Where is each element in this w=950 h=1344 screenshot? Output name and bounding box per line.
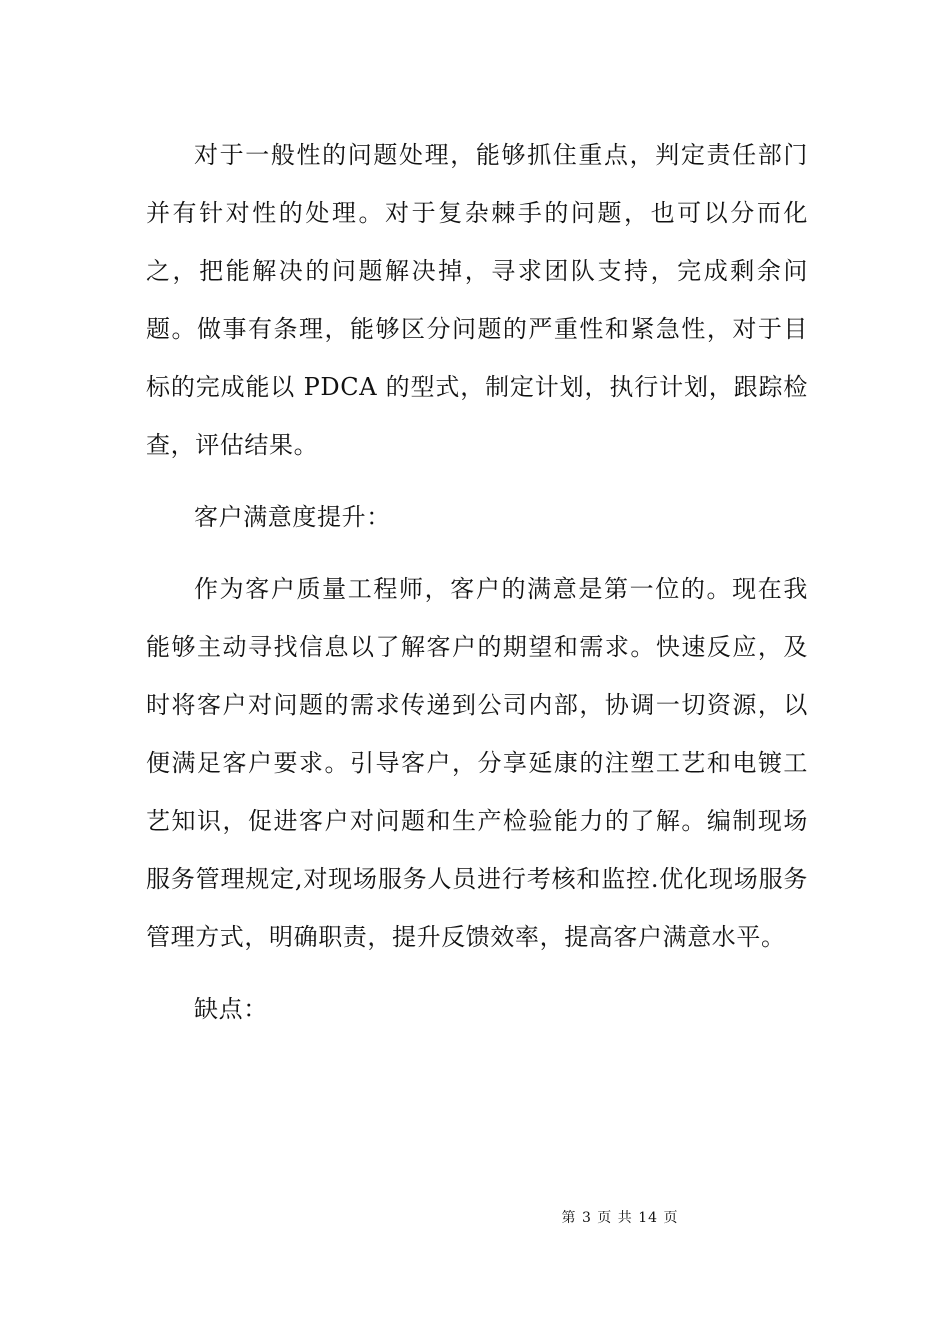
section-heading-customer-satisfaction: 客户满意度提升： (194, 503, 391, 531)
page-number-label: 第 3 页 共 14 页 (561, 1210, 679, 1226)
page-footer (0, 1208, 950, 1228)
paragraph-problem-handling: 对于一般性的问题处理，能够抓住重点，判定责任部门并有针对性的处理。对于复杂棘手的问题，也可以分而化之，把能解决的问题解决掉，寻求团队支持，完成剩余问题。做事有条理，能够区分问题的严重性和紧急性，对于目标的完成能以 PDCA 的型式，制定计划，执行计划，跟踪检查，评估结果。 (146, 141, 808, 459)
paragraph-customer-satisfaction: 作为客户质量工程师，客户的满意是第一位的。现在我能够主动寻找信息以了解客户的期望和需求。快速反应，及时将客户对问题的需求传递到公司内部，协调一切资源，以便满足客户要求。引导客户，分享延康的注塑工艺和电镀工艺知识，促进客户对问题和生产检验能力的了解。编制现场服务管理规定,对现场服务人员进行考核和监控.优化现场服务管理方式，明确职责，提升反馈效率，提高客户满意水平。 (146, 575, 808, 951)
section-heading-weaknesses: 缺点： (194, 995, 268, 1023)
document-body (146, 126, 808, 1038)
